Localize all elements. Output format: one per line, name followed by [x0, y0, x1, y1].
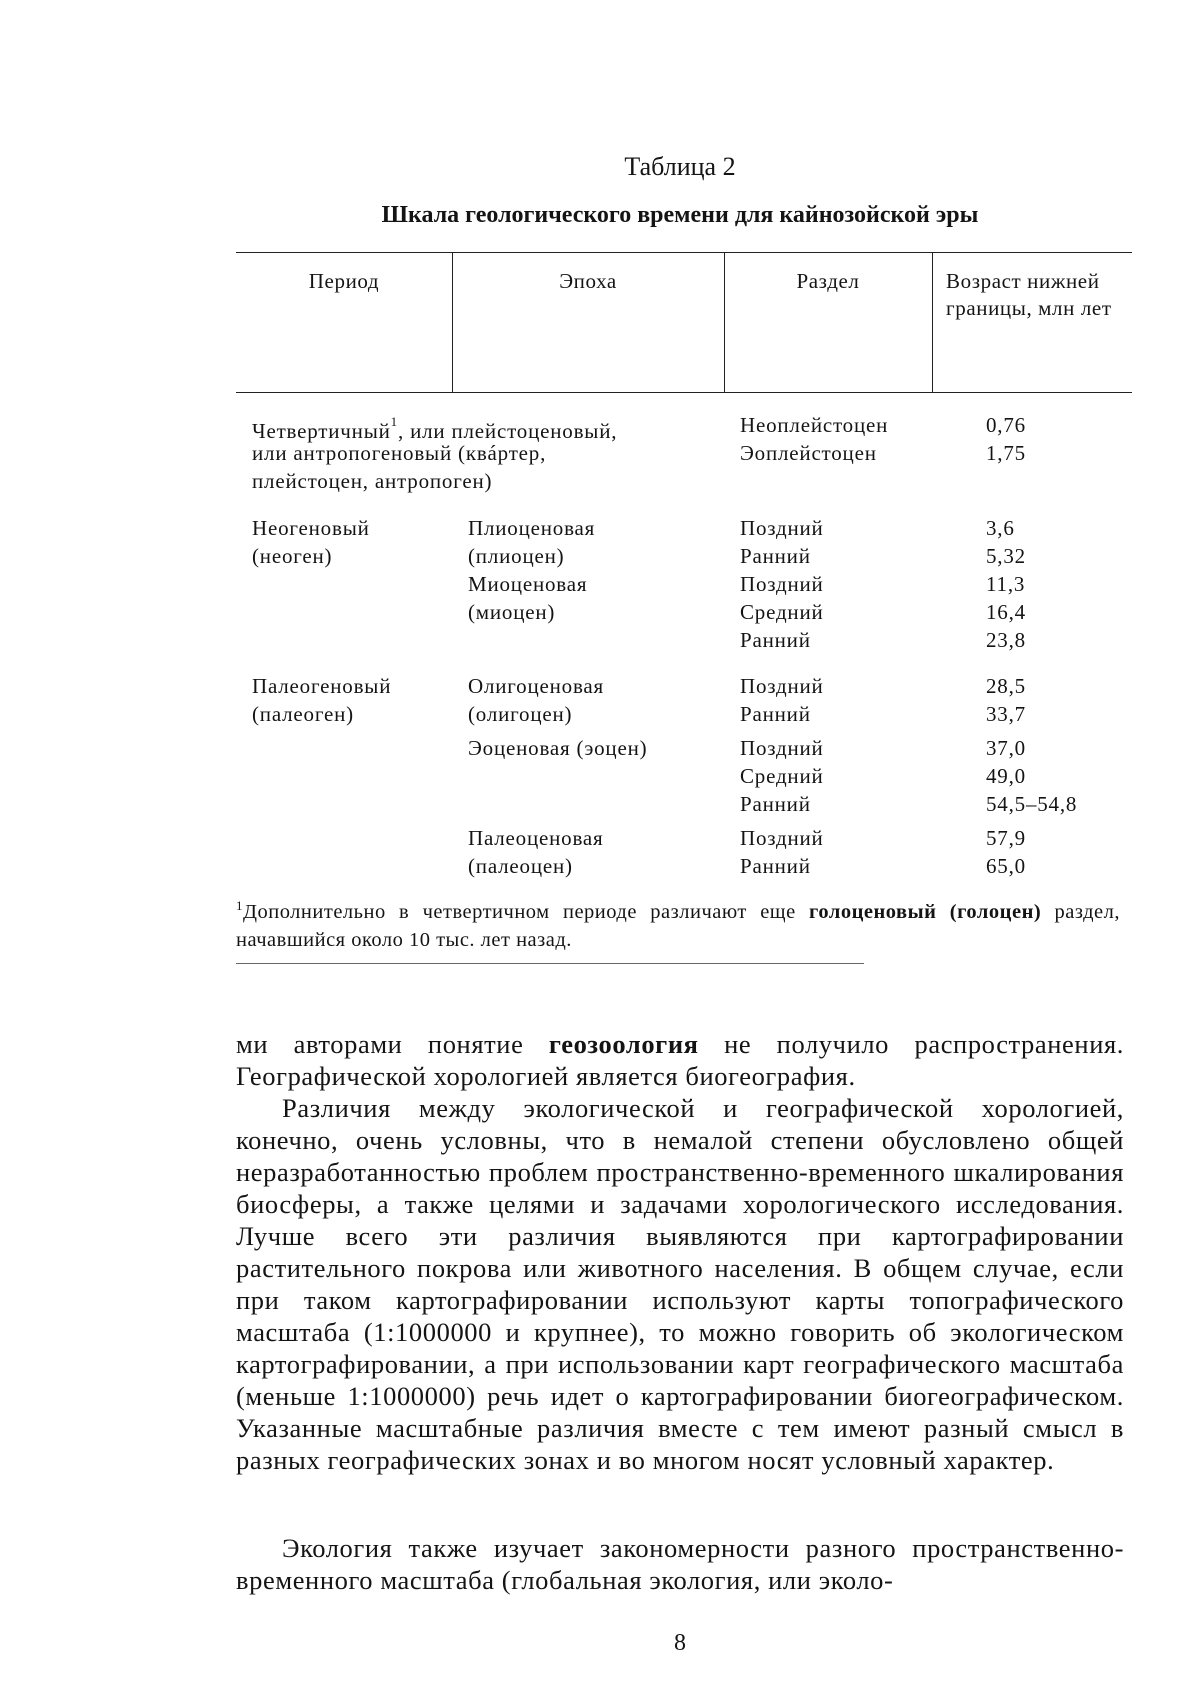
table-footnote	[236, 892, 1120, 954]
table-title: Шкала геологического времени для кайнозойской эры	[381, 202, 979, 228]
quaternary-section-2: Эоплейстоцен	[740, 441, 877, 465]
paleogene-epoch-oligocene-line2: (олигоцен)	[468, 702, 573, 726]
oligocene-section-1: Поздний	[740, 674, 824, 698]
neogene-period-line2: (неоген)	[252, 544, 333, 568]
header-divider-3	[932, 252, 933, 392]
quaternary-period-name: Четвертичный	[252, 419, 391, 443]
miocene-section-1: Поздний	[740, 572, 824, 596]
miocene-age-1: 11,3	[986, 572, 1026, 596]
header-epoch: Эпоха	[559, 269, 617, 293]
paleogene-epoch-paleocene-line2: (палеоцен)	[468, 854, 573, 878]
table-bottom-rule	[236, 963, 864, 964]
paleogene-epoch-paleocene-line1: Палеоценовая	[468, 826, 604, 850]
footnote-text-after: раздел, начавшийся около 10 тыс. лет назад.	[236, 900, 1121, 951]
table-top-rule	[236, 252, 1132, 253]
miocene-age-2: 16,4	[986, 600, 1026, 624]
paleogene-epoch-oligocene-line1: Олигоценовая	[468, 674, 604, 698]
quaternary-period-rest: , или плейстоценовый,	[397, 419, 618, 443]
oligocene-section-2: Ранний	[740, 702, 811, 726]
page-number: 8	[674, 1630, 686, 1656]
quaternary-age-1: 0,76	[986, 413, 1026, 437]
miocene-section-2: Средний	[740, 600, 824, 624]
neogene-epoch-miocene-line2: (миоцен)	[468, 600, 556, 624]
header-section: Раздел	[796, 269, 860, 293]
quaternary-section-1: Неоплейстоцен	[740, 413, 889, 437]
paleocene-age-2: 65,0	[986, 854, 1026, 878]
footnote-bold-holocene: голоценовый	[809, 900, 937, 923]
eocene-section-1: Поздний	[740, 736, 824, 760]
oligocene-age-1: 28,5	[986, 674, 1026, 698]
header-period: Период	[308, 269, 380, 293]
body-paragraph-3: Экология также изучает закономерности разного пространственно-временного масштаба (глобальная экология, или эколо-	[236, 1533, 1124, 1595]
miocene-section-3: Ранний	[740, 628, 811, 652]
header-age: Возраст нижней границы, млн лет	[946, 269, 1112, 320]
neogene-epoch-miocene-line1: Миоценовая	[468, 572, 588, 596]
table-header-bottom-rule	[236, 392, 1132, 393]
miocene-age-3: 23,8	[986, 628, 1026, 652]
pliocene-section-1: Поздний	[740, 516, 824, 540]
paleogene-epoch-eocene-line1: Эоценовая (эоцен)	[468, 736, 648, 760]
footnote-text-before: Дополнительно в четвертичном периоде различают еще	[243, 900, 810, 923]
paleocene-section-1: Поздний	[740, 826, 824, 850]
eocene-section-3: Ранний	[740, 792, 811, 816]
body-paragraph-1	[236, 1028, 1124, 1092]
quaternary-age-2: 1,75	[986, 441, 1026, 465]
body-paragraph-2: Различия между экологической и географической хорологией, конечно, очень условны, что в немалой степени обусловлено общей неразработанностью проблем пространственно-временного шкалирования биосферы, а также целями и задачами хорологического исследования. Лучше всего эти различия выявляются при картографировании растительного покрова или животного населения. В общем случае, если при таком картографировании используют карты топографического масштаба (1:1000000 и крупнее), то можно говорить об экологическом картографировании, а при использовании карт географического масштаба (меньше 1:1000000) речь идет о картографировании биогеографическом. Указанные масштабные различия вместе с тем имеют разный смысл в разных географических зонах и во многом носят условный характер.	[236, 1093, 1124, 1475]
pliocene-age-2: 5,32	[986, 544, 1026, 568]
eocene-section-2: Средний	[740, 764, 824, 788]
pliocene-section-2: Ранний	[740, 544, 811, 568]
quaternary-footnote-mark: 1	[390, 414, 398, 429]
oligocene-age-2: 33,7	[986, 702, 1026, 726]
footnote-gap	[936, 901, 949, 923]
footnote-mark: 1	[236, 898, 243, 913]
eocene-age-2: 49,0	[986, 764, 1026, 788]
paleocene-age-1: 57,9	[986, 826, 1026, 850]
neogene-epoch-pliocene-line1: Плиоценовая	[468, 516, 596, 540]
paleocene-section-2: Ранний	[740, 854, 811, 878]
table-caption: Таблица 2	[624, 152, 736, 181]
footnote-bold-holocen: (голоцен)	[949, 900, 1042, 923]
neogene-period-line1: Неогеновый	[252, 516, 370, 540]
p1-bold-term: геозоология	[548, 1029, 699, 1059]
pliocene-age-1: 3,6	[986, 516, 1015, 540]
paleogene-period-line1: Палеогеновый	[252, 674, 392, 698]
quaternary-period-line3: плейстоцен, антропоген)	[252, 469, 493, 493]
p1-text-before: ми авторами понятие	[236, 1029, 549, 1059]
paleogene-period-line2: (палеоген)	[252, 702, 354, 726]
eocene-age-3: 54,5–54,8	[986, 792, 1078, 816]
quaternary-period-line2: или антропогеновый (квáртер,	[252, 441, 547, 465]
eocene-age-1: 37,0	[986, 736, 1026, 760]
neogene-epoch-pliocene-line2: (плиоцен)	[468, 544, 565, 568]
p1-text-after: не получило распространения. Географической хорологией является биогеография.	[236, 1029, 1124, 1091]
